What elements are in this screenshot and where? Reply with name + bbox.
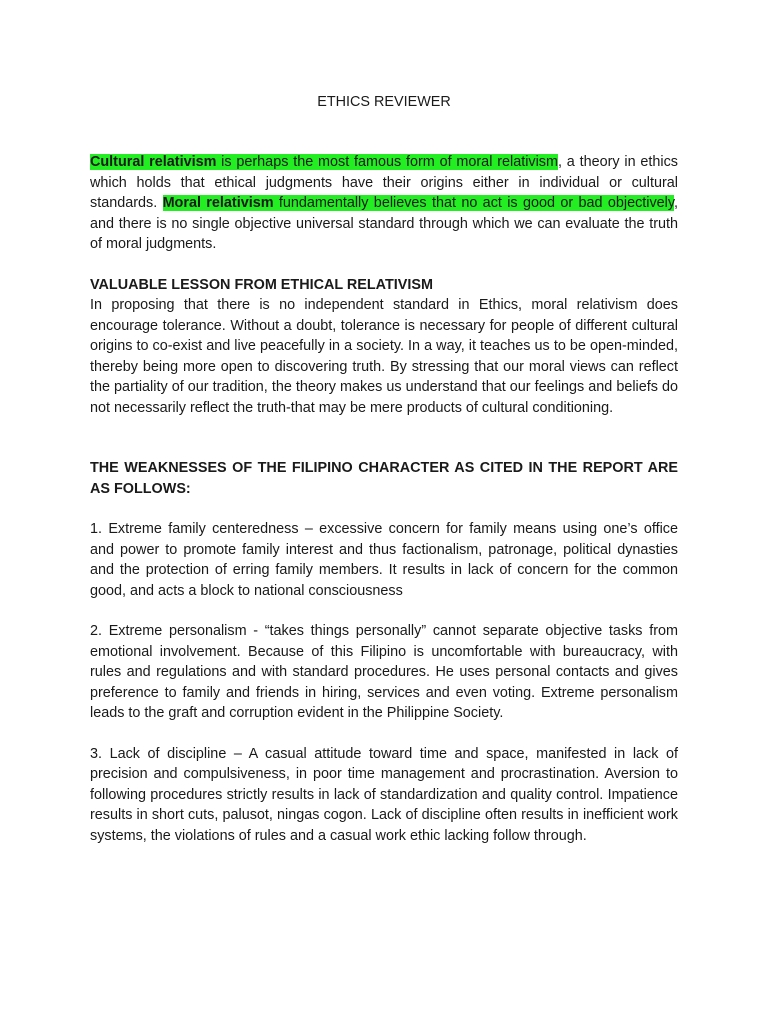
document-title: ETHICS REVIEWER — [317, 94, 451, 110]
intro-text-2: , and there is no single objective universal standard through which we can evaluate the truth of moral judgments. — [90, 195, 678, 252]
document-page — [90, 92, 678, 846]
weakness-item-3: 3. Lack of discipline – A casual attitude toward time and space, manifested in lack of precision and compulsiveness, in poor time management and procrastination. Aversion to following procedures strictly results in lack of standardization and quality control. Impatience results in short cuts, palusot, ningas cogon. Lack of discipline often results in inefficient work systems, the violations of rules and a casual work ethic lacking follow through. — [90, 745, 678, 844]
weakness-item-2: 2. Extreme personalism - “takes things personally” cannot separate objective tasks from emotional involvement. Because of this Filipino is uncomfortable with bureaucracy, with rules and regulations and with standard procedures. He uses personal contacts and gives preference to family and friends in hiring, services and even voting. Extreme personalism leads to the graft and corruption evident in the Philippine Society. — [90, 623, 678, 721]
highlighted-term-cultural-relativism: Cultural relativism — [90, 154, 217, 170]
intro-text-1: , a theory in ethics which holds that ethical judgments have their origins either in individual or cultural standards. — [90, 154, 678, 211]
highlighted-phrase-1: is perhaps the most famous form of moral relativism — [216, 154, 558, 170]
weakness-item-1: 1. Extreme family centeredness – excessive concern for family means using one’s office and power to promote family interest and thus factionalism, patronage, political dynasties and the protection of erring family members. It results in lack of concern for the common good, and acts a block to national consciousness — [90, 521, 678, 599]
intro-paragraph — [90, 152, 678, 255]
lesson-heading: VALUABLE LESSON FROM ETHICAL RELATIVISM — [90, 276, 433, 293]
highlighted-term-moral-relativism: Moral relativism — [162, 195, 274, 211]
highlighted-phrase-2: fundamentally believes that no act is good or bad objectively — [273, 195, 674, 211]
weaknesses-heading: THE WEAKNESSES OF THE FILIPINO CHARACTER AS CITED IN THE REPORT ARE AS FOLLOWS: — [90, 460, 678, 497]
lesson-body: In proposing that there is no independent standard in Ethics, moral relativism does encourage tolerance. Without a doubt, tolerance is necessary for people of different cultural origins to co-exist and live peacefully in a society. In a way, it teaches us to be open-minded, thereby being more open to discovering truth. By stressing that our moral views can reflect the partiality of our tradition, the theory makes us understand that our feelings and beliefs do not necessarily reflect the truth-that may be mere products of cultural conditioning. — [90, 297, 678, 416]
